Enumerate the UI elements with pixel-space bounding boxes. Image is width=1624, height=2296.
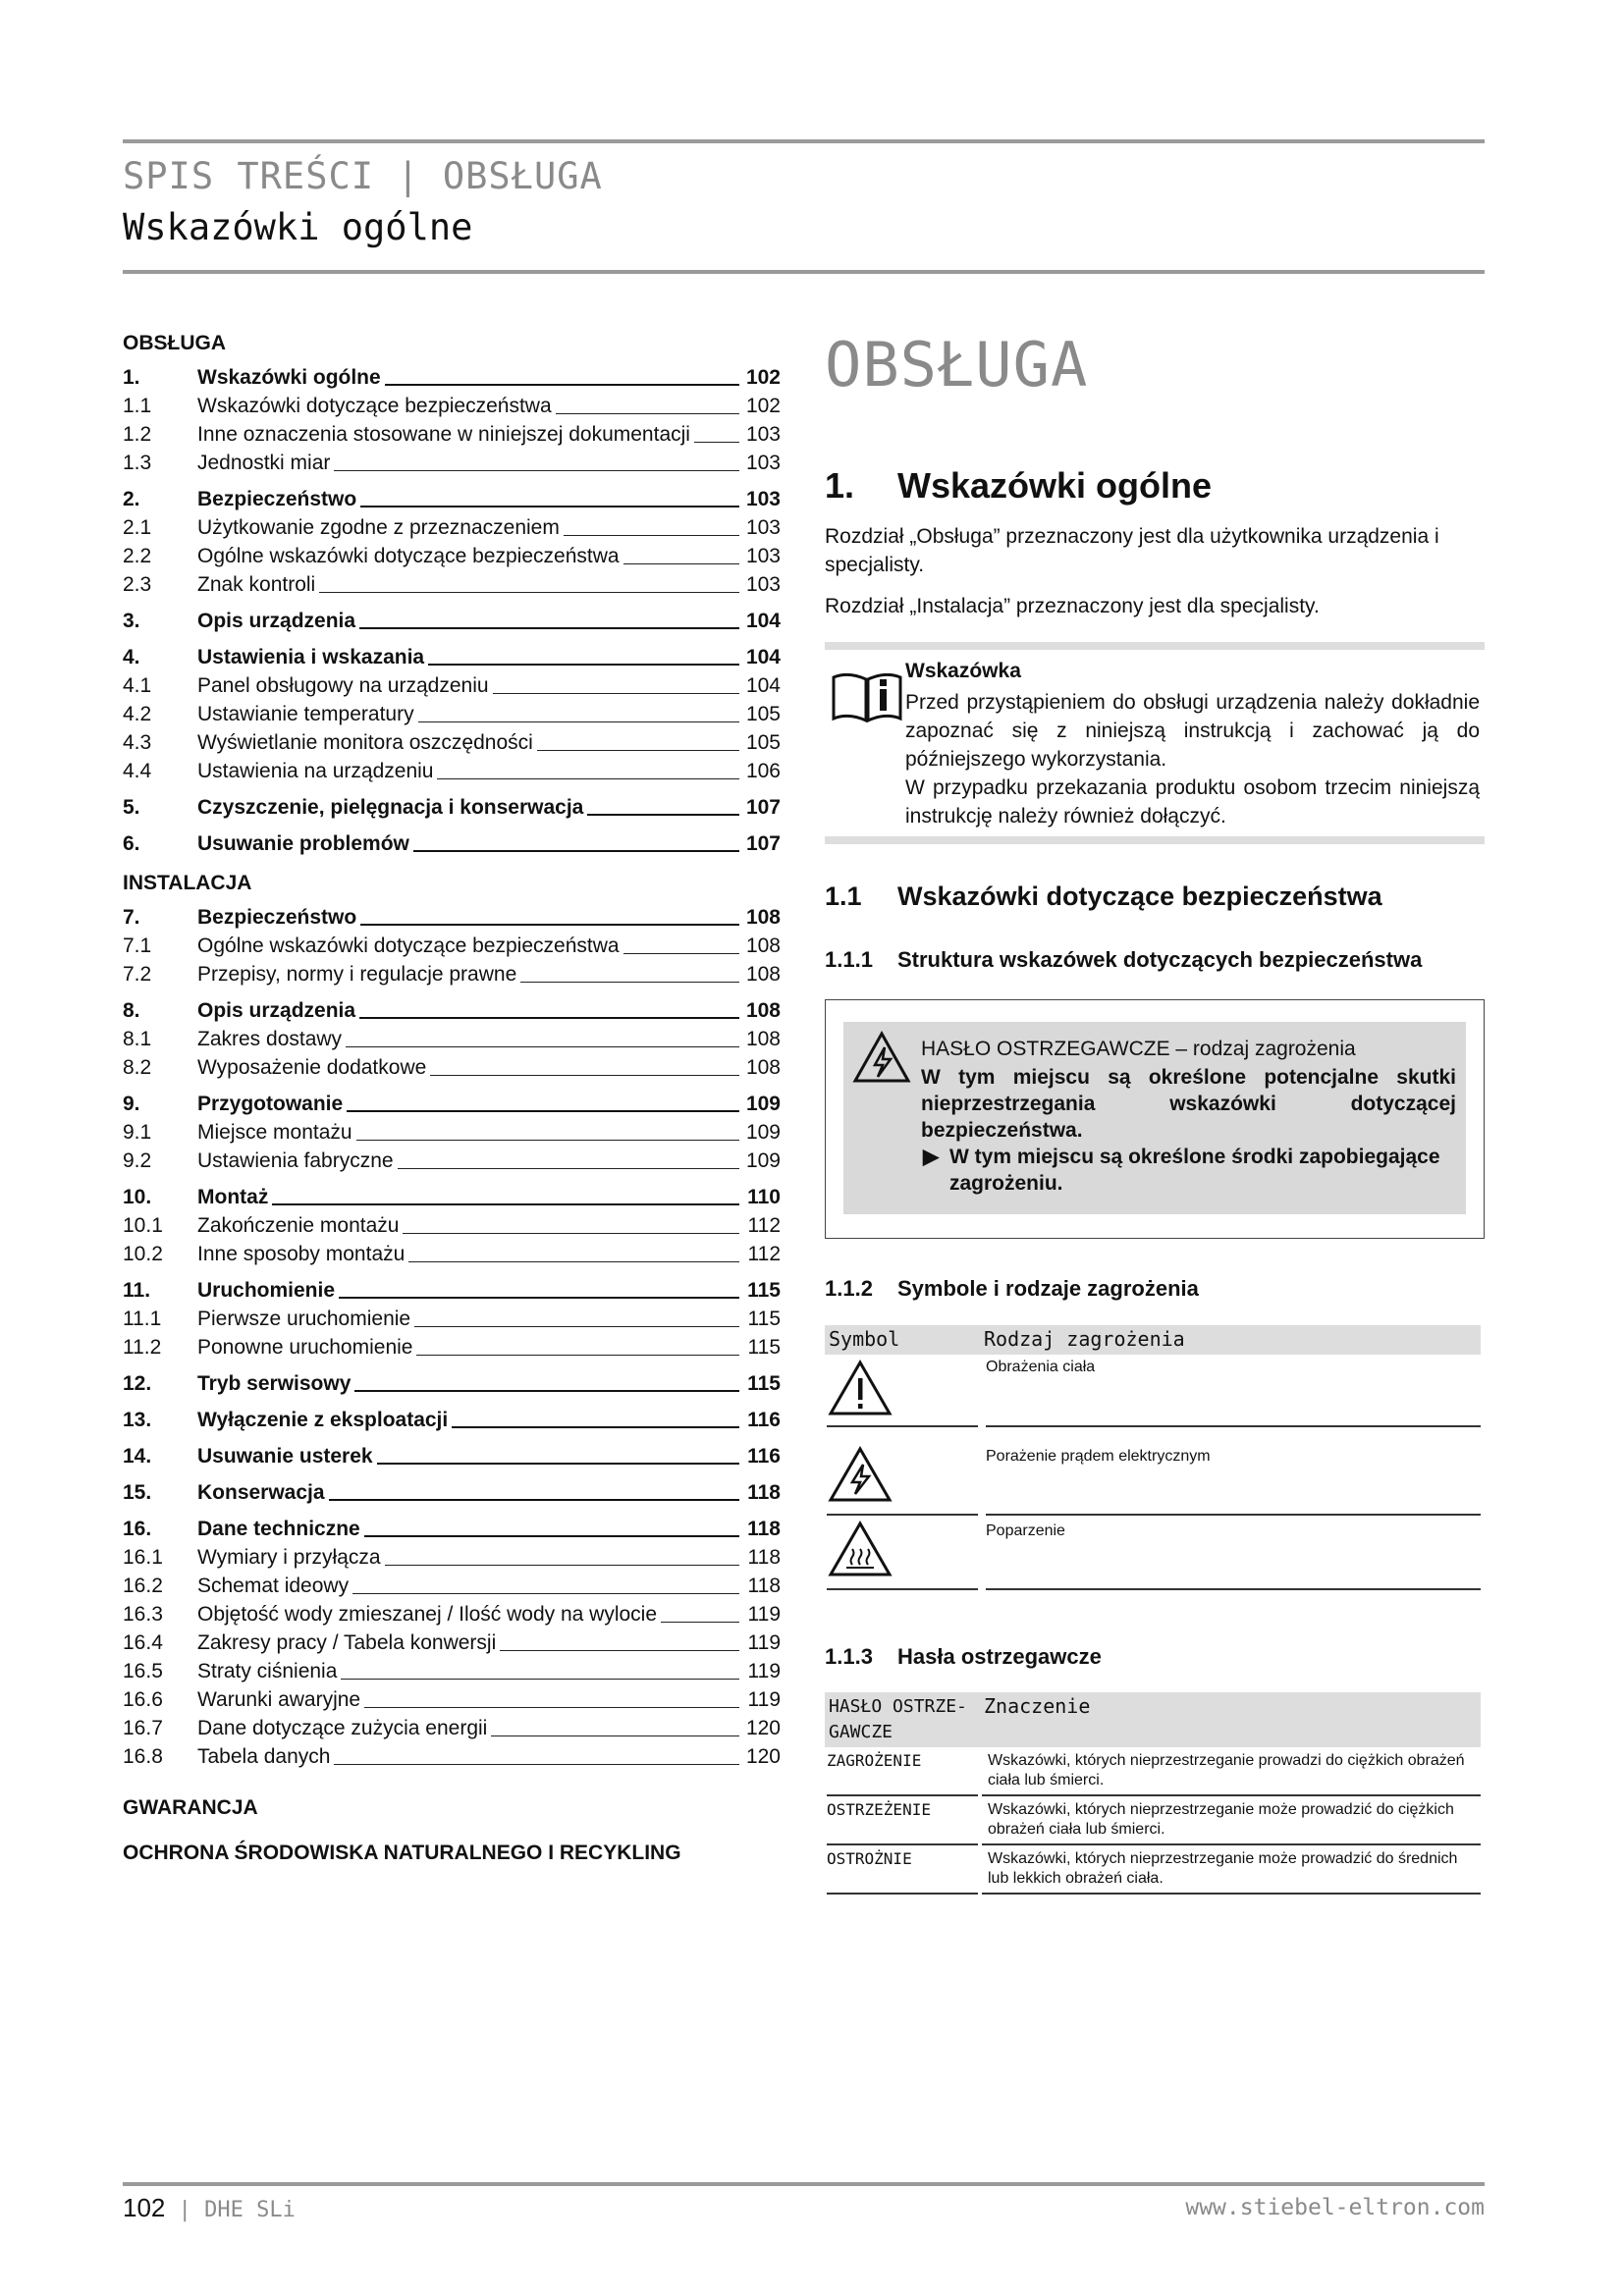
toc-entry-number: 16.2 <box>123 1575 163 1597</box>
product-name: DHE SLi <box>204 2198 296 2222</box>
toc-leader-line <box>623 953 739 954</box>
section-1-1-1-number: 1.1.1 <box>825 947 873 972</box>
toc-entry-title: Wyposażenie dodatkowe <box>197 1056 427 1079</box>
signal-row-rule <box>827 1794 978 1796</box>
toc-entry-page: 104 <box>745 674 781 697</box>
toc-entry-page: 118 <box>747 1481 781 1504</box>
toc-entry <box>123 1147 781 1175</box>
toc-entry-title: Usuwanie usterek <box>197 1445 373 1468</box>
toc-entry-title: Dane dotyczące zużycia energii <box>197 1717 488 1739</box>
toc-leader-line <box>377 1463 739 1465</box>
toc-leader-line <box>398 1168 739 1169</box>
toc-entry <box>123 1442 781 1470</box>
toc-heading-ochrona: OCHRONA ŚRODOWISKA NATURALNEGO I RECYKLING <box>123 1842 681 1864</box>
toc-leader-line <box>500 1650 739 1651</box>
toc-entry <box>123 1211 781 1240</box>
toc-entry-title: Wyłączenie z eksploatacji <box>197 1409 449 1431</box>
toc-entry-title: Bezpieczeństwo <box>197 488 357 510</box>
toc-entry-number: 4. <box>123 646 140 668</box>
toc-entry-title: Czyszczenie, pielęgnacja i konserwacja <box>197 796 584 819</box>
toc-leader-line <box>661 1622 739 1623</box>
toc-entry-page: 102 <box>745 395 781 417</box>
toc-entry-number: 16. <box>123 1518 152 1540</box>
toc-entry-number: 16.4 <box>123 1631 163 1654</box>
toc-entry-title: Inne oznaczenia stosowane w niniejszej dokumentacji <box>197 423 690 446</box>
toc-entry-title: Bezpieczeństwo <box>197 906 357 929</box>
toc-entry <box>123 542 781 570</box>
toc-entry-number: 16.7 <box>123 1717 163 1739</box>
toc-entry-page: 120 <box>745 1745 781 1768</box>
toc-entry-page: 105 <box>745 703 781 725</box>
toc-entry-title: Przepisy, normy i regulacje prawne <box>197 963 517 986</box>
toc-heading-obsluga: OBSŁUGA <box>123 332 226 354</box>
toc-entry-number: 1.1 <box>123 395 152 417</box>
toc-entry-page: 115 <box>747 1279 781 1302</box>
toc-entry-page: 112 <box>747 1214 781 1237</box>
toc-entry-page: 119 <box>747 1631 781 1654</box>
toc-entry-page: 109 <box>745 1093 781 1115</box>
warning-title: HASŁO OSTRZEGAWCZE – rodzaj zagrożenia <box>921 1038 1356 1060</box>
toc-entry <box>123 1369 781 1398</box>
toc-leader-line <box>346 1046 739 1047</box>
toc-entry <box>123 960 781 988</box>
toc-entry-number: 9.2 <box>123 1149 152 1172</box>
toc-entry-page: 108 <box>745 999 781 1022</box>
toc-entry-number: 2.2 <box>123 545 152 567</box>
toc-entry-number: 9. <box>123 1093 140 1115</box>
section-1-title: Wskazówki ogólne <box>897 465 1213 506</box>
toc-entry-title: Zakres dostawy <box>197 1028 343 1050</box>
toc-entry <box>123 607 781 635</box>
signal-meaning: Wskazówki, których nieprzestrzeganie może prowadzić do średnich lub lekkich obrażeń ciała. <box>988 1850 1458 1887</box>
toc-entry-page: 107 <box>745 832 781 855</box>
toc-entry <box>123 1118 781 1147</box>
toc-entry-number: 2. <box>123 488 140 510</box>
toc-entry-title: Ustawienia i wskazania <box>197 646 425 668</box>
toc-entry <box>123 1090 781 1118</box>
symbol-row-1-text: Obrażenia ciała <box>986 1359 1096 1375</box>
toc-leader-line <box>385 384 739 386</box>
toc-entry-title: Ustawienia fabryczne <box>197 1149 394 1172</box>
section-1-1-3-title: Hasła ostrzegawcze <box>897 1644 1102 1669</box>
toc-leader-line <box>356 1140 739 1141</box>
signal-row-rule <box>982 1843 1481 1845</box>
toc-leader-line <box>334 1764 739 1765</box>
toc-entry-number: 11.2 <box>123 1336 162 1359</box>
toc-entry-number: 2.1 <box>123 516 152 539</box>
toc-entry-page: 110 <box>747 1186 781 1208</box>
symbol-row-3-rule-a <box>827 1588 978 1590</box>
warning-bullet <box>921 1144 1456 1197</box>
toc-entry-title: Usuwanie problemów <box>197 832 409 855</box>
toc-entry-number: 6. <box>123 832 140 855</box>
toc-leader-line <box>414 1326 739 1327</box>
toc-entry-number: 14. <box>123 1445 152 1468</box>
intro-paragraph-2: Rozdział „Instalacja” przeznaczony jest dla specjalisty. <box>825 595 1320 617</box>
toc-leader-line <box>416 1355 739 1356</box>
toc-entry-title: Ogólne wskazówki dotyczące bezpieczeństwa <box>197 545 620 567</box>
toc-entry-page: 103 <box>745 516 781 539</box>
toc-entry <box>123 1685 781 1714</box>
toc-entry-page: 108 <box>745 963 781 986</box>
toc-entry-page: 116 <box>747 1409 781 1431</box>
symbol-row-1-rule-a <box>827 1425 978 1427</box>
toc-entry-page: 103 <box>745 545 781 567</box>
warning-text: W tym miejscu są określone potencjalne skutki nieprzestrzegania wskazówki dotyczącej bezpieczeństwa. <box>921 1066 1456 1142</box>
toc-entry-page: 103 <box>745 488 781 510</box>
toc-entry <box>123 1572 781 1600</box>
toc-entry-title: Tryb serwisowy <box>197 1372 352 1395</box>
toc-entry-title: Objętość wody zmieszanej / Ilość wody na wylocie <box>197 1603 658 1626</box>
footer-left <box>123 2193 296 2223</box>
toc-entry-page: 118 <box>747 1546 781 1569</box>
toc-entry-number: 7. <box>123 906 140 929</box>
toc-entry <box>123 829 781 858</box>
toc-leader-line <box>623 563 739 564</box>
note-text-1: Przed przystąpieniem do obsługi urządzenia należy dokładnie zapoznać się z niniejszą instrukcją i zachować ją do późniejszego wykorzystania. <box>905 691 1480 771</box>
toc-entry-number: 4.2 <box>123 703 152 725</box>
toc-entry-page: 115 <box>747 1372 781 1395</box>
toc-entry-title: Dane techniczne <box>197 1518 360 1540</box>
toc-entry <box>123 1276 781 1305</box>
toc-leader-line <box>385 1565 740 1566</box>
note-title: Wskazówka <box>905 660 1021 682</box>
section-1-1-2-title: Symbole i rodzaje zagrożenia <box>897 1276 1199 1301</box>
toc-list-instalacja <box>123 903 781 1771</box>
toc-entry-title: Schemat ideowy <box>197 1575 350 1597</box>
toc-entry <box>123 728 781 757</box>
toc-entry-number: 10. <box>123 1186 152 1208</box>
toc-leader-line <box>339 1297 739 1299</box>
toc-leader-line <box>408 1261 739 1262</box>
toc-entry-title: Opis urządzenia <box>197 610 356 632</box>
section-1-1-1-heading <box>825 947 1485 973</box>
toc-leader-line <box>347 1110 739 1112</box>
toc-entry <box>123 1657 781 1685</box>
toc-leader-line <box>360 924 739 926</box>
toc-entry-page: 120 <box>745 1717 781 1739</box>
toc-entry-page: 108 <box>745 1056 781 1079</box>
toc-entry-page: 105 <box>745 731 781 754</box>
triangle-bullet-icon: ▶ <box>923 1146 940 1168</box>
toc-entry-title: Wskazówki ogólne <box>197 366 381 389</box>
toc-entry-title: Inne sposoby montażu <box>197 1243 406 1265</box>
toc-leader-line <box>272 1203 739 1205</box>
toc-leader-line <box>341 1679 739 1680</box>
toc-entry <box>123 1305 781 1333</box>
toc-entry-page: 115 <box>747 1336 781 1359</box>
signal-word: OSTROŻNIE <box>827 1849 912 1868</box>
toc-leader-line <box>359 627 739 629</box>
toc-leader-line <box>354 1390 739 1392</box>
toc-entry-title: Miejsce montażu <box>197 1121 352 1144</box>
warning-example-box <box>825 999 1485 1239</box>
section-1-1-heading <box>825 881 1485 912</box>
signal-row-rule <box>827 1893 978 1895</box>
toc-entry-title: Wyświetlanie monitora oszczędności <box>197 731 533 754</box>
toc-entry-page: 109 <box>745 1149 781 1172</box>
toc-entry-title: Jednostki miar <box>197 452 331 474</box>
toc-entry <box>123 793 781 822</box>
signal-word: ZAGROŻENIE <box>827 1751 922 1770</box>
toc-entry-number: 15. <box>123 1481 152 1504</box>
header-rule-bottom <box>123 270 1485 274</box>
toc-leader-line <box>418 721 739 722</box>
toc-entry-page: 115 <box>747 1308 781 1330</box>
intro-paragraph-1: Rozdział „Obsługa” przeznaczony jest dla użytkownika urządzenia i specjalisty. <box>825 525 1439 576</box>
signal-row-rule <box>982 1893 1481 1895</box>
toc-entry-number: 8. <box>123 999 140 1022</box>
toc-entry-number: 16.3 <box>123 1603 163 1626</box>
toc-entry-page: 108 <box>745 1028 781 1050</box>
toc-entry-title: Warunki awaryjne <box>197 1688 361 1711</box>
section-1-1-3-number: 1.1.3 <box>825 1644 873 1669</box>
toc-leader-line <box>329 1499 739 1501</box>
header-section: SPIS TREŚCI | OBSŁUGA <box>123 155 603 197</box>
toc-entry <box>123 1053 781 1082</box>
toc-entry-title: Montaż <box>197 1186 269 1208</box>
toc-entry <box>123 903 781 932</box>
toc-entry-number: 5. <box>123 796 140 819</box>
toc-entry <box>123 392 781 420</box>
meaning-col-header: Znaczenie <box>984 1694 1091 1718</box>
toc-entry-title: Zakończenie montażu <box>197 1214 400 1237</box>
toc-leader-line <box>694 442 739 443</box>
toc-leader-line <box>364 1707 739 1708</box>
toc-entry-number: 13. <box>123 1409 152 1431</box>
symbol-table-header <box>825 1325 1481 1355</box>
toc-entry <box>123 1025 781 1053</box>
toc-leader-line <box>334 470 739 471</box>
toc-leader-line <box>413 850 739 852</box>
toc-entry-number: 4.4 <box>123 760 152 782</box>
toc-entry <box>123 1183 781 1211</box>
toc-entry-title: Znak kontroli <box>197 573 316 596</box>
toc-entry-page: 104 <box>745 610 781 632</box>
toc-entry-title: Opis urządzenia <box>197 999 356 1022</box>
symbol-row-2-rule-a <box>827 1514 978 1516</box>
toc-leader-line <box>430 1075 739 1076</box>
toc-entry-page: 118 <box>747 1575 781 1597</box>
toc-entry <box>123 570 781 599</box>
toc-entry-title: Uruchomienie <box>197 1279 336 1302</box>
toc-entry-number: 16.6 <box>123 1688 163 1711</box>
toc-heading-instalacja: INSTALACJA <box>123 872 252 894</box>
section-1-1-2-heading <box>825 1276 1485 1302</box>
toc-entry <box>123 1629 781 1657</box>
toc-leader-line <box>452 1426 739 1428</box>
toc-entry-page: 119 <box>747 1603 781 1626</box>
toc-entry-title: Ponowne uruchomienie <box>197 1336 413 1359</box>
toc-leader-line <box>364 1535 739 1537</box>
toc-entry-page: 112 <box>747 1243 781 1265</box>
section-1-1-1-title: Struktura wskazówek dotyczących bezpieczeństwa <box>897 947 1423 972</box>
section-1-1-3-heading <box>825 1644 1485 1670</box>
toc-entry-number: 7.1 <box>123 934 152 957</box>
toc-entry <box>123 757 781 785</box>
toc-entry-number: 10.2 <box>123 1243 163 1265</box>
toc-entry-number: 10.1 <box>123 1214 163 1237</box>
symbol-row-1-rule-b <box>986 1425 1481 1427</box>
toc-entry-number: 11. <box>123 1279 151 1302</box>
toc-entry-title: Zakresy pracy / Tabela konwersji <box>197 1631 497 1654</box>
toc-entry-page: 119 <box>747 1688 781 1711</box>
toc-leader-line <box>403 1233 739 1234</box>
toc-entry <box>123 1333 781 1362</box>
toc-entry-number: 4.3 <box>123 731 152 754</box>
toc-heading-gwarancja: GWARANCJA <box>123 1796 258 1819</box>
toc-entry <box>123 1742 781 1771</box>
toc-entry <box>123 932 781 960</box>
toc-entry-page: 106 <box>745 760 781 782</box>
toc-entry-number: 8.2 <box>123 1056 152 1079</box>
table-of-contents <box>123 332 781 1865</box>
toc-entry <box>123 1515 781 1543</box>
toc-entry-page: 102 <box>745 366 781 389</box>
toc-entry-title: Ustawianie temperatury <box>197 703 414 725</box>
toc-leader-line <box>319 592 739 593</box>
toc-entry-number: 1.3 <box>123 452 152 474</box>
toc-entry <box>123 1240 781 1268</box>
signal-meaning: Wskazówki, których nieprzestrzeganie może prowadzić do ciężkich obrażeń ciała lub śmierci. <box>988 1801 1454 1838</box>
toc-leader-line <box>352 1593 739 1594</box>
warning-inner <box>843 1022 1466 1214</box>
toc-entry-page: 103 <box>745 423 781 446</box>
toc-entry-number: 3. <box>123 610 140 632</box>
section-1-1-title: Wskazówki dotyczące bezpieczeństwa <box>897 881 1382 911</box>
toc-leader-line <box>556 413 739 414</box>
toc-entry-page: 116 <box>747 1445 781 1468</box>
toc-entry <box>123 996 781 1025</box>
toc-entry-title: Ogólne wskazówki dotyczące bezpieczeństwa <box>197 934 620 957</box>
footer-separator: | <box>165 2198 205 2222</box>
electric-shock-icon <box>827 1445 893 1504</box>
symbol-row-3-text: Poparzenie <box>986 1522 1065 1539</box>
section-1-number: 1. <box>825 465 855 506</box>
toc-entry-title: Wymiary i przyłącza <box>197 1546 381 1569</box>
toc-entry <box>123 420 781 449</box>
symbol-row-2-rule-b <box>986 1514 1481 1516</box>
symbol-row-2-text: Porażenie prądem elektrycznym <box>986 1448 1211 1465</box>
signal-row-rule <box>827 1843 978 1845</box>
signal-table-header <box>825 1692 1481 1747</box>
signal-row-rule <box>982 1794 1481 1796</box>
note-box <box>825 642 1485 844</box>
toc-leader-line <box>520 982 739 983</box>
toc-entry-title: Konserwacja <box>197 1481 325 1504</box>
toc-entry <box>123 513 781 542</box>
section-1-1-2-number: 1.1.2 <box>825 1276 873 1301</box>
toc-leader-line <box>491 1735 739 1736</box>
toc-entry-page: 103 <box>745 452 781 474</box>
header-title: Wskazówki ogólne <box>123 206 473 248</box>
symbol-col-header: Symbol <box>829 1327 900 1351</box>
hazard-type-col-header: Rodzaj zagrożenia <box>984 1327 1185 1351</box>
toc-entry-title: Pierwsze uruchomienie <box>197 1308 411 1330</box>
toc-entry <box>123 643 781 671</box>
toc-entry-number: 9.1 <box>123 1121 152 1144</box>
toc-entry-title: Straty ciśnienia <box>197 1660 338 1682</box>
footer-rule <box>123 2182 1485 2186</box>
toc-entry-number: 8.1 <box>123 1028 152 1050</box>
signal-word-col-header: HASŁO OSTRZE-GAWCZE <box>829 1696 967 1742</box>
toc-entry-number: 7.2 <box>123 963 152 986</box>
page-number: 102 <box>123 2193 166 2222</box>
electric-hazard-icon <box>851 1030 912 1085</box>
note-text-2: W przypadku przekazania produktu osobom trzecim niniejszą instrukcję należy również dołączyć. <box>905 776 1480 828</box>
toc-entry-page: 119 <box>747 1660 781 1682</box>
toc-entry-page: 108 <box>745 934 781 957</box>
toc-entry <box>123 1714 781 1742</box>
toc-leader-line <box>537 750 739 751</box>
toc-entry-number: 16.1 <box>123 1546 163 1569</box>
toc-entry-title: Wskazówki dotyczące bezpieczeństwa <box>197 395 552 417</box>
warning-triangle-icon <box>827 1359 893 1417</box>
section-1-heading <box>825 465 1485 507</box>
toc-entry <box>123 1478 781 1507</box>
toc-entry <box>123 363 781 392</box>
toc-leader-line <box>428 664 739 666</box>
toc-entry-page: 104 <box>745 646 781 668</box>
toc-entry-title: Panel obsługowy na urządzeniu <box>197 674 489 697</box>
toc-entry <box>123 1600 781 1629</box>
toc-entry-title: Tabela danych <box>197 1745 331 1768</box>
section-1-1-number: 1.1 <box>825 881 862 911</box>
toc-entry-page: 103 <box>745 573 781 596</box>
warning-bullet-text: W tym miejscu są określone środki zapobiegające zagrożeniu. <box>949 1146 1440 1195</box>
toc-entry-number: 1.2 <box>123 423 152 446</box>
toc-entry-number: 4.1 <box>123 674 152 697</box>
toc-leader-line <box>360 506 739 507</box>
toc-leader-line <box>493 693 739 694</box>
toc-entry <box>123 1543 781 1572</box>
toc-entry-page: 107 <box>745 796 781 819</box>
toc-entry-page: 109 <box>745 1121 781 1144</box>
toc-leader-line <box>437 778 739 779</box>
toc-entry-title: Ustawienia na urządzeniu <box>197 760 434 782</box>
footer-url: www.stiebel-eltron.com <box>1185 2195 1485 2220</box>
toc-entry-page: 108 <box>745 906 781 929</box>
hot-surface-icon <box>827 1520 893 1578</box>
symbol-row-3-rule-b <box>986 1588 1481 1590</box>
manual-info-icon <box>831 667 903 724</box>
chapter-title: OBSŁUGA <box>825 329 1089 400</box>
signal-word: OSTRZEŻENIE <box>827 1800 931 1819</box>
toc-entry <box>123 700 781 728</box>
toc-entry-number: 16.5 <box>123 1660 163 1682</box>
toc-list-obsluga <box>123 363 781 858</box>
toc-leader-line <box>359 1017 739 1019</box>
toc-entry <box>123 1406 781 1434</box>
toc-leader-line <box>564 535 739 536</box>
toc-entry-page: 118 <box>747 1518 781 1540</box>
toc-entry-number: 12. <box>123 1372 152 1395</box>
header-rule-top <box>123 139 1485 143</box>
toc-entry-number: 2.3 <box>123 573 152 596</box>
toc-entry-title: Przygotowanie <box>197 1093 344 1115</box>
toc-entry <box>123 485 781 513</box>
toc-entry-number: 1. <box>123 366 140 389</box>
toc-leader-line <box>587 814 739 816</box>
toc-entry-number: 16.8 <box>123 1745 163 1768</box>
toc-entry <box>123 671 781 700</box>
signal-meaning: Wskazówki, których nieprzestrzeganie prowadzi do ciężkich obrażeń ciała lub śmierci. <box>988 1752 1465 1789</box>
toc-entry-number: 11.1 <box>123 1308 162 1330</box>
toc-entry <box>123 449 781 477</box>
toc-entry-title: Użytkowanie zgodne z przeznaczeniem <box>197 516 560 539</box>
